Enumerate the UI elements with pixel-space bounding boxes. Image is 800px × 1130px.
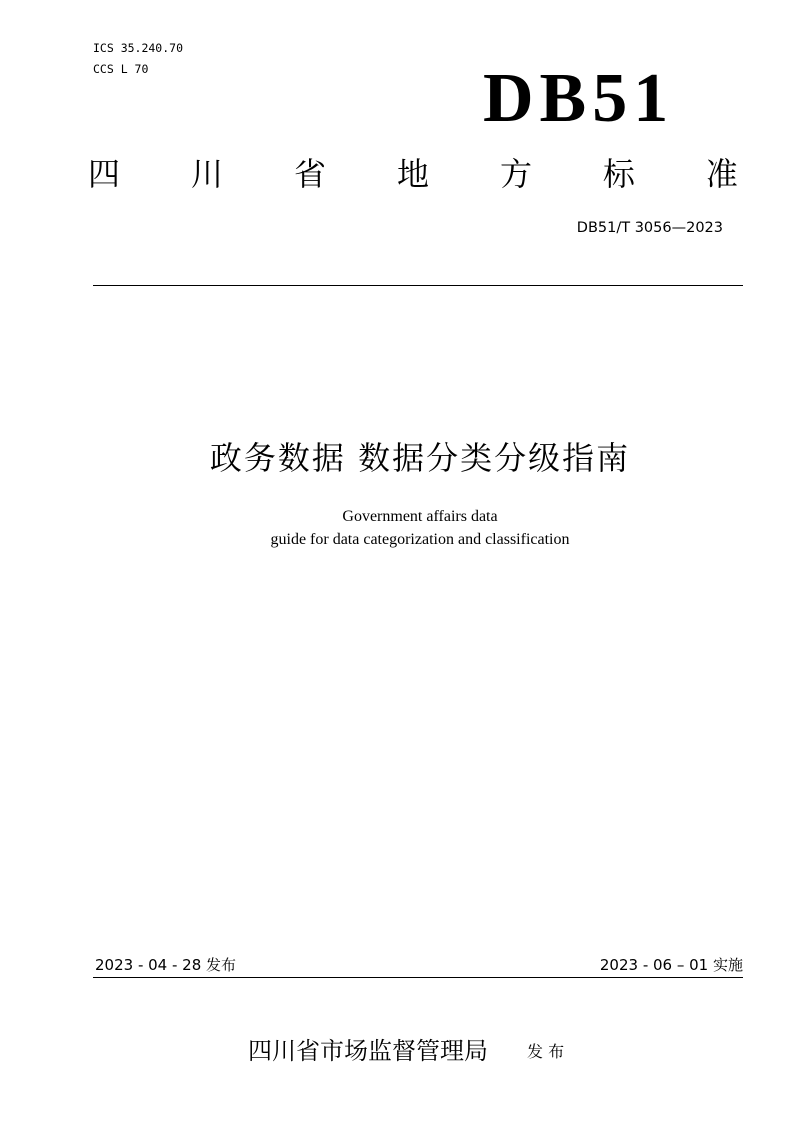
document-title-english: [120, 505, 720, 551]
publish-date: 2023 - 04 - 28 发布: [95, 956, 237, 974]
standard-type-char: 四: [88, 155, 121, 193]
english-title-line: Government affairs data: [342, 508, 498, 525]
standard-logo: DB51: [483, 60, 675, 137]
english-title-line: guide for data categorization and classification: [270, 531, 570, 548]
standard-type-char: 地: [396, 155, 429, 193]
header-divider: [93, 285, 743, 286]
document-title-chinese: 政务数据 数据分类分级指南: [209, 439, 631, 477]
issuing-authority: 四川省市场监督管理局: [248, 1037, 488, 1065]
standard-type-char: 标: [602, 155, 635, 193]
standard-type-char: 准: [705, 155, 738, 193]
standard-number: DB51/T 3056—2023: [576, 220, 723, 236]
implement-date: 2023 - 06 – 01 实施: [599, 956, 743, 974]
standard-type-char: 省: [293, 155, 326, 193]
ccs-code: CCS L 70: [93, 62, 149, 76]
ics-code: ICS 35.240.70: [93, 41, 184, 55]
footer-divider: [93, 977, 743, 978]
standard-type-char: 川: [190, 155, 223, 193]
standard-type-heading: [88, 155, 738, 193]
standard-type-char: 方: [499, 155, 532, 193]
issue-label: 发 布: [527, 1042, 565, 1061]
